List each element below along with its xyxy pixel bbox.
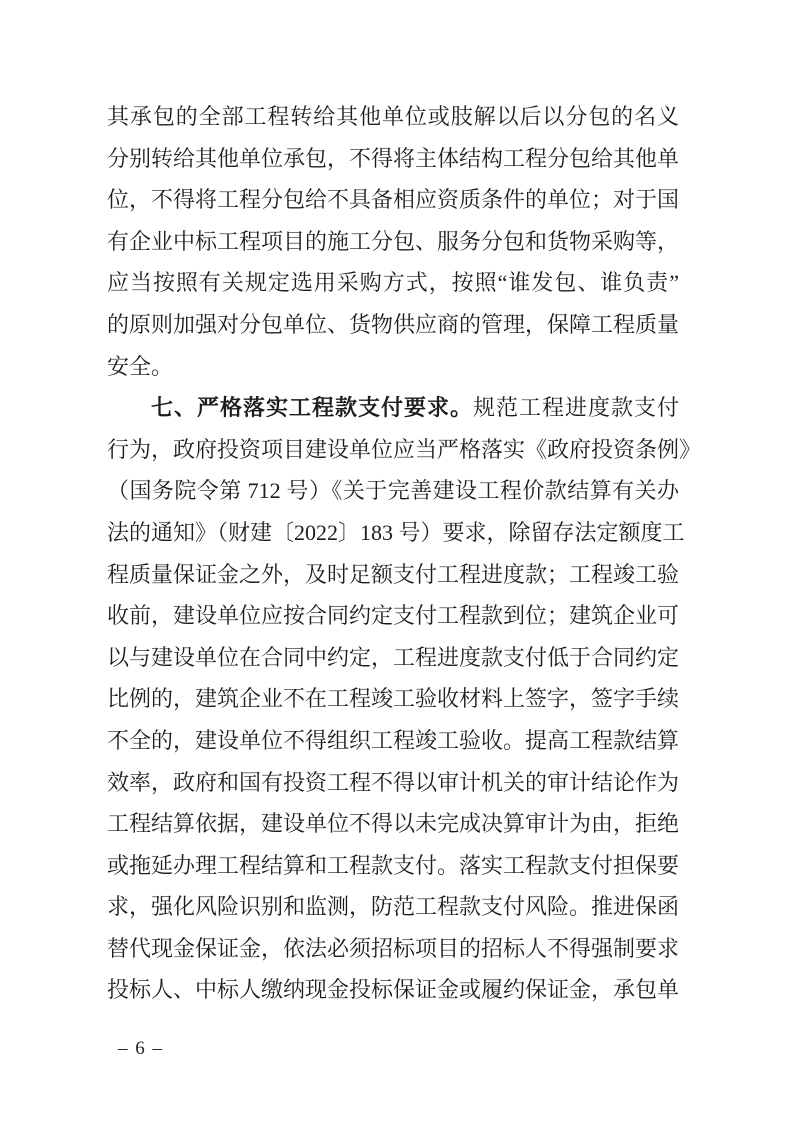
text-line — [107, 720, 679, 762]
body-text-run: 程质量保证金之外，及时足额支付工程进度款；工程竣工验 — [107, 561, 680, 587]
body-text-run: 应当按照有关规定选用采购方式，按照“谁发包、谁负责” — [107, 270, 679, 296]
text-line — [107, 554, 679, 596]
body-text-run: 比例的，建筑企业不在工程竣工验收材料上签字，签字手续 — [107, 686, 680, 712]
body-text-run: 其承包的全部工程转给其他单位或肢解以后以分包的名义 — [107, 104, 679, 129]
text-line — [107, 762, 679, 804]
text-line — [107, 886, 679, 928]
body-text-run: 安全。 — [107, 353, 174, 379]
text-line — [107, 304, 679, 346]
text-line — [107, 179, 679, 221]
text-line — [107, 678, 679, 720]
body-text-run: 收前，建设单位应按合同约定支付工程款到位；建筑企业可 — [107, 603, 680, 629]
body-text-run: 的原则加强对分包单位、货物供应商的管理，保障工程质量 — [107, 311, 680, 337]
body-text-run: 或拖延办理工程结算和工程款支付。落实工程款支付担保要 — [107, 852, 680, 878]
body-text — [107, 96, 702, 1011]
body-text-run: 位，不得将工程分包给不具备相应资质条件的单位；对于国 — [107, 187, 680, 213]
body-text-run: 投标人、中标人缴纳现金投标保证金或履约保证金，承包单 — [107, 977, 680, 1003]
text-line — [107, 803, 679, 845]
text-line — [107, 969, 679, 1011]
body-text-run: 不全的，建设单位不得组织工程竣工验收。提高工程款结算 — [107, 727, 680, 753]
text-line — [107, 637, 679, 679]
text-line — [107, 138, 679, 180]
body-text-run: 效率，政府和国有投资工程不得以审计机关的审计结论作为 — [107, 769, 680, 795]
body-text-run: 以与建设单位在合同中约定，工程进度款支付低于合同约定 — [107, 644, 680, 670]
body-text-run: 替代现金保证金，依法必须招标项目的招标人不得强制要求 — [107, 935, 680, 961]
text-line — [107, 595, 679, 637]
text-line — [107, 346, 679, 388]
body-text-run: 行为，政府投资项目建设单位应当严格落实《政府投资条例》 — [107, 436, 702, 462]
body-text-run: 分别转给其他单位承包，不得将主体结构工程分包给其他单 — [107, 145, 680, 171]
body-text-run: 求，强化风险识别和监测，防范工程款支付风险。推进保函 — [107, 894, 680, 920]
body-text-run: 法的通知》（财建〔2022〕183 号）要求，除留存法定额度工 — [107, 519, 685, 545]
text-line — [107, 845, 679, 887]
text-line — [107, 429, 702, 471]
text-line — [107, 262, 679, 304]
body-text-run: （国务院令第 712 号）《关于完善建设工程价款结算有关办 — [107, 478, 679, 504]
page-number: – 6 – — [118, 1038, 164, 1059]
body-text-run: 规范工程进度款支付 — [472, 395, 679, 421]
text-line — [107, 512, 685, 554]
body-text-run: 工程结算依据，建设单位不得以未完成决算审计为由，拒绝 — [107, 811, 680, 837]
text-line — [107, 928, 679, 970]
text-line — [107, 96, 679, 138]
text-line — [107, 221, 679, 263]
text-line — [107, 387, 679, 429]
body-text-run: 有企业中标工程项目的施工分包、服务分包和货物采购等， — [107, 228, 680, 254]
section-heading-text: 七、严格落实工程款支付要求。 — [151, 395, 473, 421]
text-line — [107, 470, 679, 512]
